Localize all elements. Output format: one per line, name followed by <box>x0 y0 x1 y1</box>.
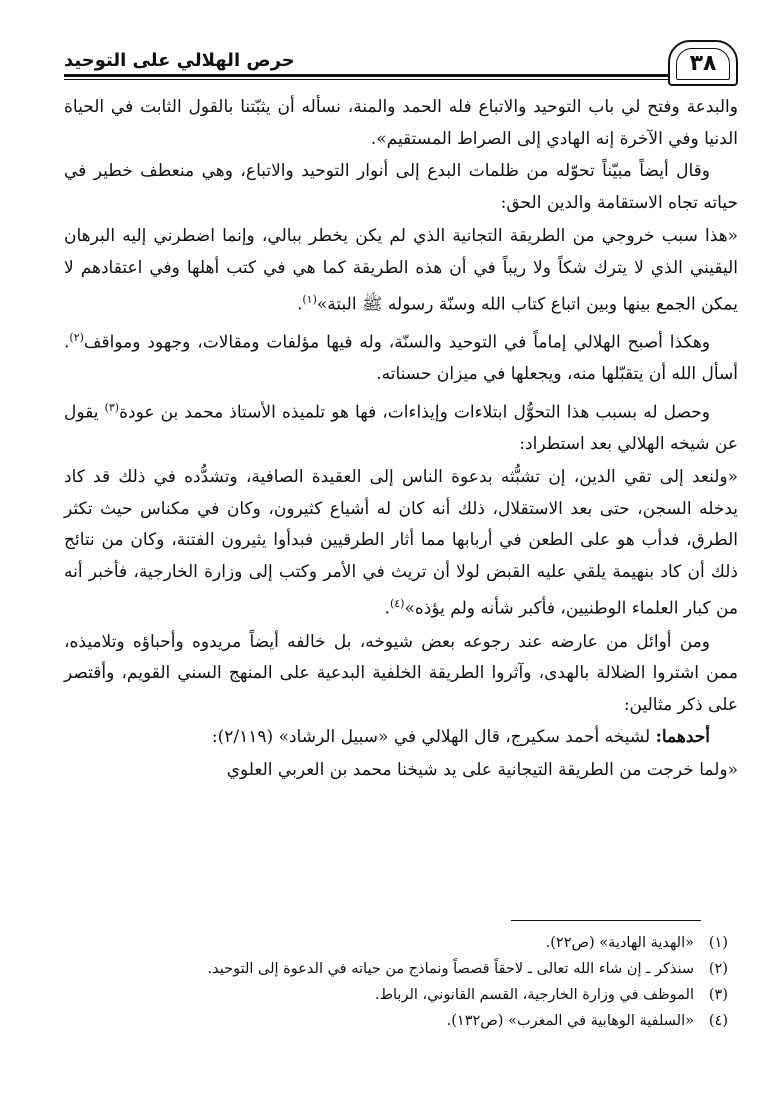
paragraph: ومن أوائل من عارضه عند رجوعه بعض شيوخه، بل خالفه أيضاً مريدوه وأحباؤه وتلاميذه، ممن اشتروا الضلالة بالهدى، وآثروا الطريقة الخلفية البدعية على المنهج السني القويم، وأقتصر على ذكر مثالين: <box>64 631 738 715</box>
paragraph: وحصل له بسبب هذا التحوُّل ابتلاءات وإيذاءات، فها هو تلميذه الأستاذ محمد بن عودة$^{(٣)}$ يقول عن شيخه الهلالي بعد استطراد: <box>64 400 738 454</box>
footnote-ref: (٤) <box>389 597 405 611</box>
paragraph: أحدهما: لشيخه أحمد سكيرج، قال الهلالي في «سبيل الرشاد» (٢/١١٩): <box>211 727 710 748</box>
header-rule-thin <box>64 79 738 80</box>
page-number-badge <box>668 40 738 86</box>
footnote-text: «الهدية الهادية» (ص٢٢). <box>545 935 694 951</box>
footnote <box>64 982 738 1008</box>
lead-word: أحدهما: <box>655 727 710 748</box>
footnote-number: (٣) <box>708 987 728 1003</box>
footnote-text: «السلفية الوهابية في المغرب» (ص١٣٢). <box>446 1013 694 1029</box>
quotation: «ولما خرجت من الطريقة التيجانية على يد شيخنا محمد بن العربي العلوي <box>226 759 738 780</box>
footnote-text: سنذكر ـ إن شاء الله تعالى ـ لاحقاً قصصاً ونماذج من حياته في الدعوة إلى التوحيد. <box>207 961 694 977</box>
footnote-ref: (٢) <box>69 331 84 345</box>
page-number: ٣٨ <box>689 50 717 76</box>
page-header <box>64 40 738 86</box>
footnote-number: (٢) <box>708 961 728 977</box>
paragraph: والبدعة وفتح لي باب التوحيد والاتباع فله الحمد والمنة، نسأله أن يثبّتنا بالقول الثابت في الحياة الدنيا وفي الآخرة إنه الهادي إلى الصراط المستقيم». <box>64 97 738 149</box>
footnote-number: (٤) <box>708 1013 728 1029</box>
footnotes <box>64 930 738 1034</box>
main-text <box>64 92 738 787</box>
footnote <box>64 1008 738 1034</box>
footnote <box>64 956 738 982</box>
footnote-number: (١) <box>708 935 728 951</box>
footnote-text: الموظف في وزارة الخارجية، القسم القانوني، الرباط. <box>374 987 694 1003</box>
paragraph: وقال أيضاً مبيّناً تحوّله من ظلمات البدع إلى أنوار التوحيد والاتباع، وهي منعطف خطير في حياته تجاه الاستقامة والدين الحق: <box>64 161 738 213</box>
paragraph: وهكذا أصبح الهلالي إماماً في التوحيد والسنّة، وله فيها مؤلفات ومقالات، وجهود ومواقف$^{(٢)}$. أسأل الله أن يتقبّلها منه، ويجعلها في ميزان حسناته. <box>64 331 738 385</box>
quotation: «هذا سبب خروجي من الطريقة التجانية الذي لم يكن يخطر ببالي، وإنما اضطرني إليه البرهان اليقيني الذي لا يترك شكاً ولا ريباً في أن هذه الطريقة كما هي في كتب أهلها وفي اعتقادهم لا يمكن الجمع بينها وبين اتباع كتاب الله وسنّة رسوله ﷺ البتة»$^{(١)}$. <box>64 226 738 315</box>
running-title: حرص الهلالي على التوحيد <box>64 50 295 71</box>
quotation: «ولنعد إلى تقي الدين، إن تشبُّثه بدعوة الناس إلى العقيدة الصافية، وتشدُّده في ذلك قد كاد يدخله السجن، حتى بعد الاستقلال، ذلك أنه كان له أشياع كثيرون، وكان في مكناس حيث تكثر الطرق، فدأب هو على الطعن في أربابها مما أثار الطرقيين فبدأوا يثيرون الفتنة، وكان من نتائج ذلك أن كاد بنهيمة يلقي عليه القبض لولا أن تريث في الأمر وكتب إلى وزارة الخارجية، فأخبر أنه من كبار العلماء الوطنيين، فأكبر شأنه ولم يؤذه»$^{(٤)}$. <box>64 467 738 620</box>
footnote-ref: (١) <box>302 293 317 306</box>
footnote-ref: (٣) <box>104 400 120 414</box>
footnote-divider <box>511 920 701 921</box>
footnote <box>64 930 738 956</box>
header-rule <box>64 74 738 77</box>
